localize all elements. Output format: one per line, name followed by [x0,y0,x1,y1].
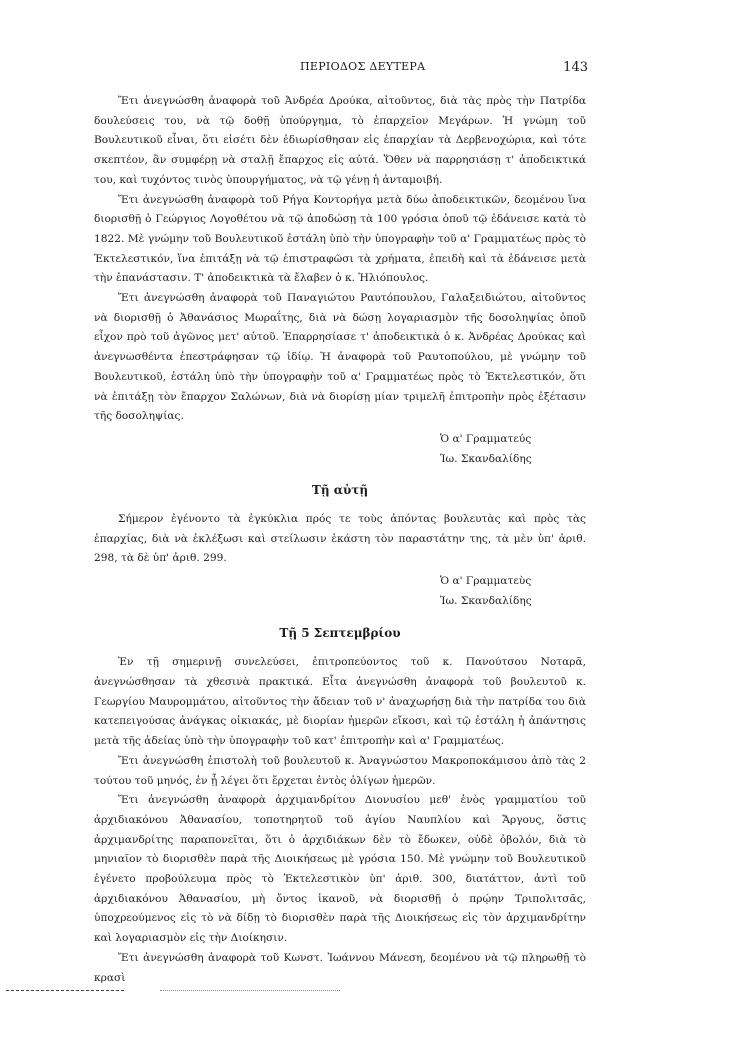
running-title: ΠΕΡΙΟΔΟΣ ΔΕΥΤΕΡΑ [300,60,426,73]
paragraph: Ἔτι ἀνεγνώσθη ἀναφορὰ τοῦ Κωνστ. Ἰωάννου Μάνεση, δεομένου νὰ τῷ πληρωθῇ τὸ κρασὶ [94,951,586,984]
section-heading: Τῇ 5 Σεπτεμβρίου [279,625,401,640]
signature-block [94,572,586,611]
signature-name: Ἰω. Σκανδαλίδης [440,452,532,465]
paragraph: Ἐν τῇ σημερινῇ συνελεύσει, ἐπιτροπεύοντος τοῦ κ. Πανούτσου Νοταρᾶ, ἀνεγνώσθησαν τὰ χθεσινὰ πρακτικά. Εἶτα ἀνεγνώσθη ἀναφορὰ τοῦ βουλευτοῦ κ. Γεωργίου Μαυρομμάτου, αἰτοῦντος τὴν ἄδειαν τοῦ ν' ἀναχωρήσῃ διὰ τὴν πατρίδα του διὰ κατεπειγούσας ἀνάγκας οἰκιακάς, μὲ διορίαν ἡμερῶν εἴκοσι, καὶ τῷ ἐστάλη ἡ ἀπάντησις μετὰ τῆς ἀδείας ὑπὸ τὴν ὑπογραφὴν τοῦ κατ' ἐπιτροπὴν καὶ α' Γραμματέως. [94,656,586,748]
page-body [94,92,586,988]
paragraph: Ἔτι ἀνεγνώσθη ἀναφορὰ τοῦ Παναγιώτου Ραυτόπουλου, Γαλαξειδιώτου, αἰτοῦντος νὰ διορισθῇ ὁ Ἀθανάσιος Μωραΐτης, διὰ νὰ δώσῃ λογαριασμὸν τῆς δοσοληψίας ὁποῦ εἶχον πρὸ τοῦ ἀγῶνος μετ' αὐτοῦ. Ἐπαρρησίασε τ' ἀποδεικτικὰ ὁ κ. Ἀνδρέας Δρούκας καὶ ἀνεγνωσθέντα ἐπεστράφησαν τῷ ἰδίῳ. Ἡ ἀναφορὰ τοῦ Ραυτοπούλου, μὲ γνώμην τοῦ Βουλευτικοῦ, ἐστάλη ὑπὸ τὴν ὑπογραφὴν τοῦ α' Γραμματέως πρὸς τὸ Ἐκτελεστικόν, ὅτι νὰ ἐπιτάξῃ τὸν ἔπαρχον Σαλώνων, διὰ νὰ διορίσῃ μίαν τριμελῆ ἐπιτροπὴν πρὸς ἐξέτασιν τῆς δοσοληψίας. [94,292,586,423]
section-heading: Τῇ αὐτῇ [311,483,369,498]
scan-edge-mark [160,990,340,991]
page-number: 143 [563,60,588,75]
paragraph: Ἔτι ἀνεγνώσθη ἀναφορὰ ἀρχιμανδρίτου Διονυσίου μεθ' ἑνὸς γραμματίου τοῦ ἀρχιδιακόνου Ἀθανασίου, τοποτηρητοῦ τοῦ ἁγίου Ναυπλίου καὶ Ἄργους, ὅστις ἀρχιμανδρίτης παραπονεῖται, ὅτι ὁ ἀρχιδιάκων δὲν τὸ ἔδωκεν, οὐδὲ ὀβολόν, διὰ τὸ μηνιαῖον τὸ διορισθὲν παρὰ τῆς Διοικήσεως μὲ γρόσια 150. Μὲ γνώμην τοῦ Βουλευτικοῦ ἐγένετο προβούλευμα πρὸς τὸ Ἐκτελεστικὸν ὑπ' ἀριθ. 300, διατάττον, ἀντὶ τοῦ ἀρχιδιακόνου Ἀθανασίου, μὴ ὄντος ἱκανοῦ, νὰ διορισθῇ ὁ πρῴην Τριπολιτσᾶς, ὑποχρεούμενος εἰς τὸ νὰ δίδῃ τὸ διορισθὲν παρὰ τῆς Διοικήσεως εἰς τὸν ἀρχιμανδρίτην καὶ λογαριασμὸν εἰς τὴν Διοίκησιν. [94,794,586,945]
signature-title: Ὁ α' Γραμματεὺς [440,575,532,588]
paragraph: Ἔτι ἀνεγνώσθη ἐπιστολὴ τοῦ βουλευτοῦ κ. Ἀναγνώστου Μακροποκάμισου ἀπὸ τὰς 2 τούτου τοῦ μηνός, ἐν ᾗ λέγει ὅτι ἔρχεται ἐντὸς ὀλίγων ἡμερῶν. [94,754,586,787]
paragraph: Ἔτι ἀνεγνώσθη ἀναφορὰ τοῦ Ἀνδρέα Δρούκα, αἰτοῦντος, διὰ τὰς πρὸς τὴν Πατρίδα δουλεύσεις του, νὰ τῷ δοθῇ ὑπούργημα, τὸ ἐπαρχεῖον Μεγάρων. Ἡ γνώμη τοῦ Βουλευτικοῦ εἶναι, ὅτι εἰσέτι δὲν ἐδιωρίσθησαν εἰς ἐπαρχίαν τὰ Δερβενοχώρια, καὶ τότε σκεπτέον, ἂν συμφέρῃ νὰ σταλῇ ἔπαρχος εἰς αὐτά. Ὅθεν νὰ παρρησιάσῃ τ' ἀποδεικτικά του, καὶ τυχόντος τινὸς ὑπουργήματος, νὰ τῷ γένῃ ἡ ἀνταμοιβή. [94,95,586,186]
paragraph: Ἔτι ἀνεγνώσθη ἀναφορὰ τοῦ Ρήγα Κοντορήγα μετὰ δύω ἀποδεικτικῶν, δεομένου ἵνα διορισθῇ ὁ Γεώργιος Λογοθέτου νὰ τῷ ἀποδώσῃ τὰ 100 γρόσια ὁποῦ τῷ ἐδάνεισε κατὰ τὸ 1822. Μὲ γνώμην τοῦ Βουλευτικοῦ ἐστάλη ὑπὸ τὴν ὑπογραφὴν τοῦ α' Γραμματέως πρὸς τὸ Ἐκτελεστικόν, ἵνα ἐπιτάξῃ νὰ τῷ ἐπιστραφῶσι τὰ χρήματα, ἐπειδὴ καὶ τὰ ἐδάνεισε μετὰ τὴν ἐπανάστασιν. Τ' ἀποδεικτικὰ τὰ ἔλαβεν ὁ κ. Ἠλιόπουλος. [94,193,586,285]
signature-block [94,430,586,469]
paragraph: Σήμερον ἐγένοντο τὰ ἐγκύκλια πρός τε τοὺς ἀπόντας βουλευτὰς καὶ πρὸς τὰς ἐπαρχίας, διὰ νὰ ἐκλέξωσι καὶ στείλωσιν ἑκάστη τὸν παραστάτην της, τὰ μὲν ὑπ' ἀριθ. 298, τὰ δὲ ὑπ' ἀριθ. 299. [94,513,586,565]
signature-title: Ὁ α' Γραμματεύς [440,432,532,445]
signature-name: Ἰω. Σκανδαλίδης [440,594,532,607]
scan-edge-mark [6,990,124,991]
